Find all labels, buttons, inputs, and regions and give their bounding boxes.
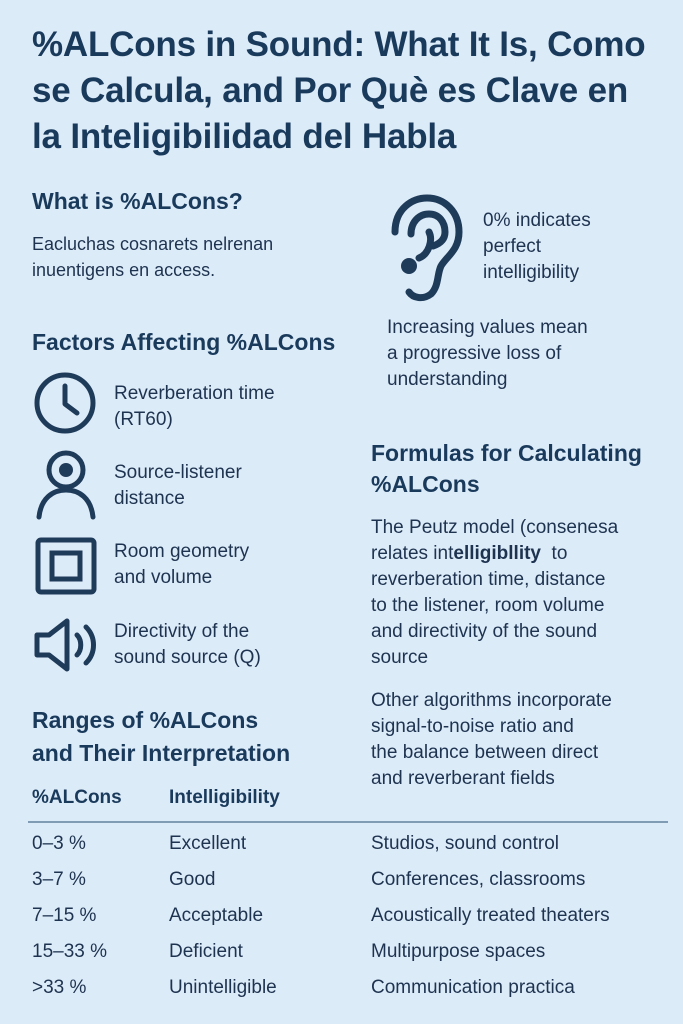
perfect-intelligibility-note	[483, 208, 591, 286]
note-line: Increasing values mean	[387, 317, 588, 338]
factor-label: distance	[114, 488, 185, 509]
range-cell: 3–7 %	[32, 869, 86, 890]
what-is-heading: What is %ALCons?	[32, 188, 243, 214]
factor-label: Room geometry	[114, 541, 250, 562]
ranges-heading	[32, 704, 290, 770]
text-fragment: relates int	[371, 543, 454, 564]
peutz-model-paragraph	[371, 515, 618, 671]
factor-directivity	[114, 619, 261, 671]
range-cell: 7–15 %	[32, 905, 97, 926]
factor-label: sound source (Q)	[114, 647, 261, 668]
heading-line: Formulas for Calculating	[371, 440, 642, 466]
text-fragment-bold: elligibllity	[453, 543, 541, 564]
note-line: understanding	[387, 369, 508, 390]
quality-cell: Acceptable	[169, 905, 264, 926]
use-cell: Acoustically treated theaters	[371, 905, 610, 926]
table-row	[0, 862, 683, 898]
room-icon	[35, 537, 97, 595]
note-line: perfect	[483, 236, 542, 257]
factor-label: (RT60)	[114, 409, 173, 430]
quality-cell: Unintelligible	[169, 977, 277, 998]
range-cell: 15–33 %	[32, 941, 108, 962]
note-line: a progressive loss of	[387, 343, 562, 364]
table-row	[0, 898, 683, 934]
paragraph-line: Other algorithms incorporate	[371, 690, 612, 711]
speaker-icon	[33, 617, 101, 673]
paragraph-line: the balance between direct	[371, 742, 599, 763]
table-divider	[28, 821, 668, 823]
paragraph-line: The Peutz model (consenesa	[371, 517, 619, 538]
factor-distance	[114, 460, 242, 512]
use-cell: Conferences, classrooms	[371, 869, 586, 890]
factor-label: and volume	[114, 567, 213, 588]
note-line: 0% indicates	[483, 210, 591, 231]
factor-label: Source-listener	[114, 462, 242, 483]
table-row	[0, 934, 683, 970]
quality-cell: Good	[169, 869, 216, 890]
person-icon	[35, 450, 97, 520]
other-algorithms-paragraph	[371, 688, 612, 792]
formulas-heading	[371, 438, 642, 500]
table-row	[0, 826, 683, 862]
heading-line: Ranges of %ALCons	[32, 707, 259, 733]
paragraph-line: reverberation time, distance	[371, 569, 606, 590]
note-line: intelligibility	[483, 262, 580, 283]
what-is-text	[32, 231, 273, 283]
column-header-intelligibility: Intelligibility	[169, 787, 280, 808]
factor-label: Directivity of the	[114, 621, 250, 642]
paragraph-line: and directivity of the sound	[371, 621, 598, 642]
paragraph-line: and reverberant fields	[371, 768, 555, 789]
text-fragment: to	[541, 543, 568, 564]
range-cell: >33 %	[32, 977, 87, 998]
factor-geometry	[114, 539, 249, 591]
factor-reverberation	[114, 381, 275, 433]
use-cell: Multipurpose spaces	[371, 941, 546, 962]
ear-icon	[383, 194, 465, 302]
factor-label: Reverberation time	[114, 383, 275, 404]
clock-icon	[33, 371, 97, 435]
column-header-alcons: %ALCons	[32, 787, 122, 808]
paragraph-line	[371, 541, 618, 567]
heading-line: %ALCons	[371, 471, 480, 497]
paragraph-line: to the listener, room volume	[371, 595, 605, 616]
what-is-text-line: inuentigens en access.	[32, 260, 216, 280]
paragraph-line: signal-to-noise ratio and	[371, 716, 574, 737]
page-title: %ALCons in Sound: What It Is, Como se Calcula, and Por Què es Clave en la Inteligibilidad del Habla	[32, 25, 646, 156]
use-cell: Studios, sound control	[371, 833, 560, 854]
loss-note	[387, 315, 588, 393]
quality-cell: Deficient	[169, 941, 243, 962]
what-is-text-line: Eacluchas cosnarets nelrenan	[32, 234, 274, 254]
quality-cell: Excellent	[169, 833, 247, 854]
heading-line: and Their Interpretation	[32, 740, 291, 766]
range-cell: 0–3 %	[32, 833, 86, 854]
factors-heading: Factors Affecting %ALCons	[32, 329, 336, 355]
paragraph-line: source	[371, 647, 429, 668]
table-row	[0, 970, 683, 1006]
use-cell: Communication practica	[371, 977, 575, 998]
